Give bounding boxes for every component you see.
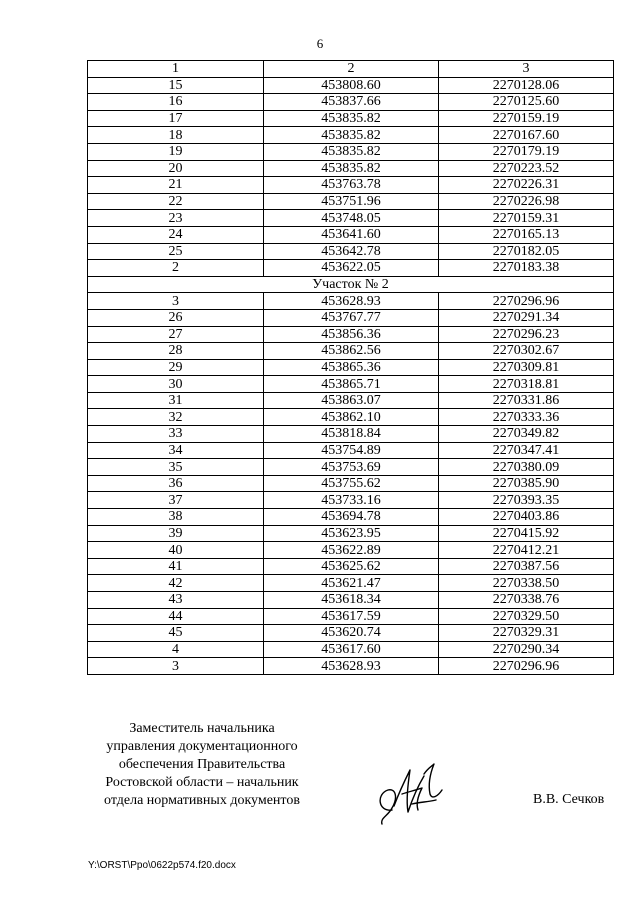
table-cell: 4 bbox=[88, 641, 264, 658]
table-row bbox=[88, 409, 614, 426]
coordinates-table bbox=[87, 60, 614, 675]
table-row bbox=[88, 77, 614, 94]
table-row bbox=[88, 94, 614, 111]
table-cell: 25 bbox=[88, 243, 264, 260]
table-cell: 453754.89 bbox=[264, 442, 439, 459]
table-cell: 453763.78 bbox=[264, 177, 439, 194]
table-cell: 453862.10 bbox=[264, 409, 439, 426]
table-row bbox=[88, 160, 614, 177]
table-cell: 2270393.35 bbox=[439, 492, 614, 509]
table-cell: 2270347.41 bbox=[439, 442, 614, 459]
table-cell: 33 bbox=[88, 426, 264, 443]
table-cell: 20 bbox=[88, 160, 264, 177]
table-row bbox=[88, 575, 614, 592]
table-cell: 2270412.21 bbox=[439, 542, 614, 559]
signature-position bbox=[92, 720, 312, 810]
table-cell: 24 bbox=[88, 226, 264, 243]
table-cell: 453748.05 bbox=[264, 210, 439, 227]
table-row bbox=[88, 658, 614, 675]
table-cell: 453751.96 bbox=[264, 193, 439, 210]
table-cell: 2270223.52 bbox=[439, 160, 614, 177]
table-row bbox=[88, 127, 614, 144]
table-row bbox=[88, 260, 614, 277]
column-header: 2 bbox=[264, 61, 439, 78]
table-row bbox=[88, 641, 614, 658]
position-line: Ростовской области – начальник bbox=[105, 775, 299, 790]
table-cell: 15 bbox=[88, 77, 264, 94]
table-cell: 453617.60 bbox=[264, 641, 439, 658]
table-cell: 2270403.86 bbox=[439, 509, 614, 526]
table-cell: 3 bbox=[88, 293, 264, 310]
position-line: обеспечения Правительства bbox=[118, 757, 286, 772]
table-cell: 39 bbox=[88, 525, 264, 542]
table-row bbox=[88, 309, 614, 326]
table-cell: 43 bbox=[88, 592, 264, 609]
table-cell: 2270349.82 bbox=[439, 426, 614, 443]
table-cell: 2270179.19 bbox=[439, 143, 614, 160]
table-cell: 31 bbox=[88, 392, 264, 409]
table-cell: 38 bbox=[88, 509, 264, 526]
table-cell: 453863.07 bbox=[264, 392, 439, 409]
table-cell: 2270387.56 bbox=[439, 558, 614, 575]
table-row bbox=[88, 558, 614, 575]
table-row bbox=[88, 243, 614, 260]
table-cell: 2270167.60 bbox=[439, 127, 614, 144]
table-cell: 453837.66 bbox=[264, 94, 439, 111]
table-cell: 2270302.67 bbox=[439, 343, 614, 360]
table-cell: 45 bbox=[88, 625, 264, 642]
table-cell: 35 bbox=[88, 459, 264, 476]
position-line: отдела нормативных документов bbox=[104, 793, 300, 808]
table-row bbox=[88, 392, 614, 409]
table-cell: 42 bbox=[88, 575, 264, 592]
table-cell: 28 bbox=[88, 343, 264, 360]
table-cell: 2 bbox=[88, 260, 264, 277]
table-row bbox=[88, 442, 614, 459]
table-row bbox=[88, 226, 614, 243]
table-cell: 453865.71 bbox=[264, 376, 439, 393]
table-cell: 3 bbox=[88, 658, 264, 675]
table-cell: 453694.78 bbox=[264, 509, 439, 526]
table-cell: 41 bbox=[88, 558, 264, 575]
table-row bbox=[88, 475, 614, 492]
table-cell: 17 bbox=[88, 110, 264, 127]
table-cell: 453767.77 bbox=[264, 309, 439, 326]
table-row bbox=[88, 509, 614, 526]
section-row bbox=[88, 276, 614, 293]
table-cell: 453753.69 bbox=[264, 459, 439, 476]
table-cell: 2270182.05 bbox=[439, 243, 614, 260]
table-cell: 2270338.76 bbox=[439, 592, 614, 609]
table-row bbox=[88, 492, 614, 509]
table-cell: 26 bbox=[88, 309, 264, 326]
file-path: Y:\ORST\Ppo\0622p574.f20.docx bbox=[88, 860, 236, 871]
table-cell: 40 bbox=[88, 542, 264, 559]
table-cell: 32 bbox=[88, 409, 264, 426]
table-cell: 453862.56 bbox=[264, 343, 439, 360]
page-number: 6 bbox=[316, 36, 324, 51]
table-cell: 2270159.19 bbox=[439, 110, 614, 127]
table-cell: 453642.78 bbox=[264, 243, 439, 260]
table-cell: 453628.93 bbox=[264, 658, 439, 675]
table-cell: 453618.34 bbox=[264, 592, 439, 609]
table-row bbox=[88, 542, 614, 559]
table-cell: 2270333.36 bbox=[439, 409, 614, 426]
table-cell: 453623.95 bbox=[264, 525, 439, 542]
table-row bbox=[88, 592, 614, 609]
table-cell: 2270415.92 bbox=[439, 525, 614, 542]
table-cell: 27 bbox=[88, 326, 264, 343]
handwritten-signature bbox=[372, 760, 450, 828]
table-cell: 2270125.60 bbox=[439, 94, 614, 111]
table-cell: 453617.59 bbox=[264, 608, 439, 625]
table-cell: 2270331.86 bbox=[439, 392, 614, 409]
table-cell: 453865.36 bbox=[264, 359, 439, 376]
table-row bbox=[88, 293, 614, 310]
table-cell: 22 bbox=[88, 193, 264, 210]
table-cell: 453835.82 bbox=[264, 110, 439, 127]
column-header: 3 bbox=[439, 61, 614, 78]
table-cell: 2270226.31 bbox=[439, 177, 614, 194]
table-cell: 453622.89 bbox=[264, 542, 439, 559]
table-cell: 23 bbox=[88, 210, 264, 227]
table-row bbox=[88, 210, 614, 227]
table-cell: 453835.82 bbox=[264, 160, 439, 177]
table-row bbox=[88, 193, 614, 210]
table-cell: 453622.05 bbox=[264, 260, 439, 277]
table-row bbox=[88, 326, 614, 343]
signer-name: В.В. Сечков bbox=[533, 792, 605, 807]
table-cell: 16 bbox=[88, 94, 264, 111]
position-line: управления документационного bbox=[106, 739, 298, 754]
table-row bbox=[88, 625, 614, 642]
table-cell: 19 bbox=[88, 143, 264, 160]
table-cell: 453621.47 bbox=[264, 575, 439, 592]
table-cell: 21 bbox=[88, 177, 264, 194]
table-row bbox=[88, 525, 614, 542]
table-cell: 2270329.50 bbox=[439, 608, 614, 625]
table-cell: 2270329.31 bbox=[439, 625, 614, 642]
table-cell: 2270165.13 bbox=[439, 226, 614, 243]
table-cell: 453808.60 bbox=[264, 77, 439, 94]
table-row bbox=[88, 343, 614, 360]
table-cell: 18 bbox=[88, 127, 264, 144]
table-cell: 2270338.50 bbox=[439, 575, 614, 592]
table-row bbox=[88, 359, 614, 376]
table-row bbox=[88, 110, 614, 127]
table-cell: 453835.82 bbox=[264, 127, 439, 144]
table-cell: 453733.16 bbox=[264, 492, 439, 509]
table-cell: 30 bbox=[88, 376, 264, 393]
table-row bbox=[88, 376, 614, 393]
table-cell: 2270318.81 bbox=[439, 376, 614, 393]
table-cell: 2270226.98 bbox=[439, 193, 614, 210]
table-cell: 453835.82 bbox=[264, 143, 439, 160]
table-cell: 453641.60 bbox=[264, 226, 439, 243]
table-cell: 453628.93 bbox=[264, 293, 439, 310]
table-cell: 2270128.06 bbox=[439, 77, 614, 94]
table-cell: 34 bbox=[88, 442, 264, 459]
table-cell: 2270296.23 bbox=[439, 326, 614, 343]
table-cell: 2270296.96 bbox=[439, 658, 614, 675]
table-cell: 37 bbox=[88, 492, 264, 509]
table-row bbox=[88, 426, 614, 443]
table-cell: 2270291.34 bbox=[439, 309, 614, 326]
table-cell: 2270380.09 bbox=[439, 459, 614, 476]
table-cell: 2270159.31 bbox=[439, 210, 614, 227]
section-title: Участок № 2 bbox=[88, 276, 614, 293]
table-cell: 453620.74 bbox=[264, 625, 439, 642]
table-cell: 453625.62 bbox=[264, 558, 439, 575]
table-cell: 453856.36 bbox=[264, 326, 439, 343]
table-cell: 44 bbox=[88, 608, 264, 625]
table-cell: 2270183.38 bbox=[439, 260, 614, 277]
table-cell: 2270309.81 bbox=[439, 359, 614, 376]
position-line: Заместитель начальника bbox=[129, 721, 275, 736]
table-cell: 29 bbox=[88, 359, 264, 376]
table-cell: 453755.62 bbox=[264, 475, 439, 492]
table-cell: 2270290.34 bbox=[439, 641, 614, 658]
table-row bbox=[88, 177, 614, 194]
table-cell: 36 bbox=[88, 475, 264, 492]
table-cell: 453818.84 bbox=[264, 426, 439, 443]
table-row bbox=[88, 608, 614, 625]
column-header: 1 bbox=[88, 61, 264, 78]
table-header-row bbox=[88, 61, 614, 78]
table-row bbox=[88, 459, 614, 476]
table-cell: 2270296.96 bbox=[439, 293, 614, 310]
table-row bbox=[88, 143, 614, 160]
table-cell: 2270385.90 bbox=[439, 475, 614, 492]
